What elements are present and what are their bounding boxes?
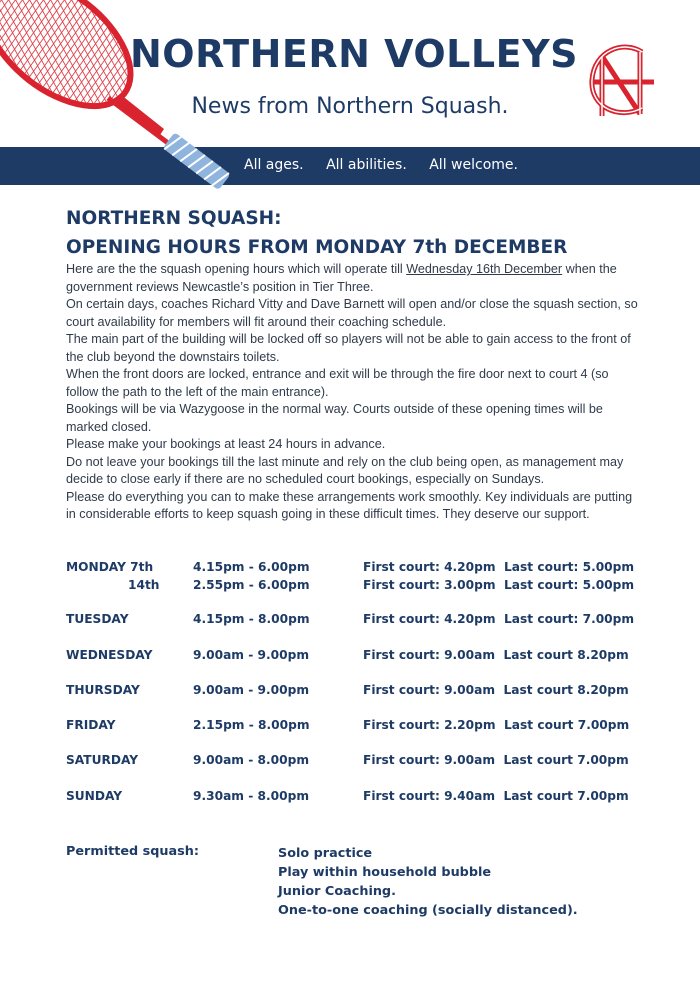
schedule-hours: 4.15pm - 6.00pm xyxy=(193,560,310,574)
tagline-ages: All ages. xyxy=(244,157,304,173)
schedule-row-sunday xyxy=(66,789,646,807)
heading-line-1: NORTHERN SQUASH: xyxy=(66,208,282,229)
review-date-link[interactable]: Wednesday 16th December xyxy=(406,262,563,276)
schedule-row-tuesday xyxy=(66,612,646,630)
schedule-row-saturday xyxy=(66,753,646,771)
schedule-courts: First court: 9.00am Last court 8.20pm xyxy=(363,683,629,697)
schedule-hours: 9.30am - 8.00pm xyxy=(193,789,310,803)
bookings-paragraph: Bookings will be via Wazygoose in the normal way. Courts outside of these opening times will be marked closed. xyxy=(66,402,603,434)
intro-after-link: when the government reviews Newcastle’s position in Tier Three. xyxy=(66,262,617,294)
schedule-hours: 9.00am - 9.00pm xyxy=(193,683,310,697)
intro-text xyxy=(66,261,640,524)
schedule-day: SUNDAY xyxy=(66,789,123,803)
tagline-welcome: All welcome. xyxy=(429,157,518,173)
heading-line-2: OPENING HOURS FROM MONDAY 7th DECEMBER xyxy=(66,237,568,258)
permitted-item: Junior Coaching. xyxy=(278,884,396,899)
newsletter-subtitle: News from Northern Squash. xyxy=(191,94,509,119)
schedule-courts: First court: 4.20pm Last court: 5.00pm xyxy=(363,560,635,574)
tagline-abilities: All abilities. xyxy=(326,157,407,173)
schedule-hours: 9.00am - 8.00pm xyxy=(193,753,310,767)
schedule-courts: First court: 9.00am Last court 8.20pm xyxy=(363,648,629,662)
section-heading xyxy=(66,204,567,262)
intro-paragraph xyxy=(66,261,640,296)
schedule-courts: First court: 4.20pm Last court: 7.00pm xyxy=(363,612,635,626)
schedule-hours: 4.15pm - 8.00pm xyxy=(193,612,310,626)
schedule-hours: 9.00am - 9.00pm xyxy=(193,648,310,662)
coaches-paragraph: On certain days, coaches Richard Vitty and Dave Barnett will open and/or close the squash section, so court availability for members will fit around their coaching schedule. xyxy=(66,297,638,329)
last-minute-paragraph: Do not leave your bookings till the last minute and rely on the club being open, as management may decide to close early if there are no scheduled court bookings, especially on Sundays. xyxy=(66,454,624,486)
schedule-day: WEDNESDAY xyxy=(66,648,153,662)
schedule-day: FRIDAY xyxy=(66,718,116,732)
intro-before-link: Here are the the squash opening hours which will operate till xyxy=(66,262,407,276)
tagline xyxy=(244,157,536,173)
newsletter-title: NORTHERN VOLLEYS xyxy=(130,32,578,76)
schedule-row-thursday xyxy=(66,683,646,701)
schedule-row-wednesday xyxy=(66,648,646,666)
permitted-list xyxy=(278,844,578,920)
schedule-day: SATURDAY xyxy=(66,753,139,767)
entrance-paragraph: When the front doors are locked, entrance and exit will be through the fire door next to court 4 (so follow the path to the left of the main entrance). xyxy=(66,367,609,399)
schedule-courts: First court: 9.00am Last court 7.00pm xyxy=(363,753,629,767)
permitted-label: Permitted squash: xyxy=(66,844,199,859)
schedule-day: THURSDAY xyxy=(66,683,140,697)
permitted-item: Play within household bubble xyxy=(278,865,492,880)
permitted-item: One-to-one coaching (socially distanced). xyxy=(278,903,578,918)
schedule-day: 14th xyxy=(128,578,160,592)
squash-racket-icon xyxy=(0,0,240,200)
schedule-courts: First court: 2.20pm Last court 7.00pm xyxy=(363,718,630,732)
schedule-hours: 2.15pm - 8.00pm xyxy=(193,718,310,732)
schedule-row-friday xyxy=(66,718,646,736)
advance-paragraph: Please make your bookings at least 24 hours in advance. xyxy=(66,437,386,451)
building-paragraph: The main part of the building will be locked off so players will not be able to gain access to the front of the club beyond the downstairs toilets. xyxy=(66,332,631,364)
schedule-courts: First court: 9.40am Last court 7.00pm xyxy=(363,789,629,803)
schedule-hours: 2.55pm - 6.00pm xyxy=(193,578,310,592)
schedule-courts: First court: 3.00pm Last court: 5.00pm xyxy=(363,578,635,592)
club-monogram-logo-icon xyxy=(580,36,664,124)
support-paragraph: Please do everything you can to make these arrangements work smoothly. Key individuals are putting in considerable efforts to keep squash going in these difficult times. They deserve our support. xyxy=(66,489,633,521)
schedule-row-monday-7th xyxy=(66,560,646,578)
schedule-day: MONDAY 7th xyxy=(66,560,154,574)
permitted-item: Solo practice xyxy=(278,846,373,861)
schedule-day: TUESDAY xyxy=(66,612,129,626)
schedule-row-monday-14th xyxy=(66,578,646,596)
